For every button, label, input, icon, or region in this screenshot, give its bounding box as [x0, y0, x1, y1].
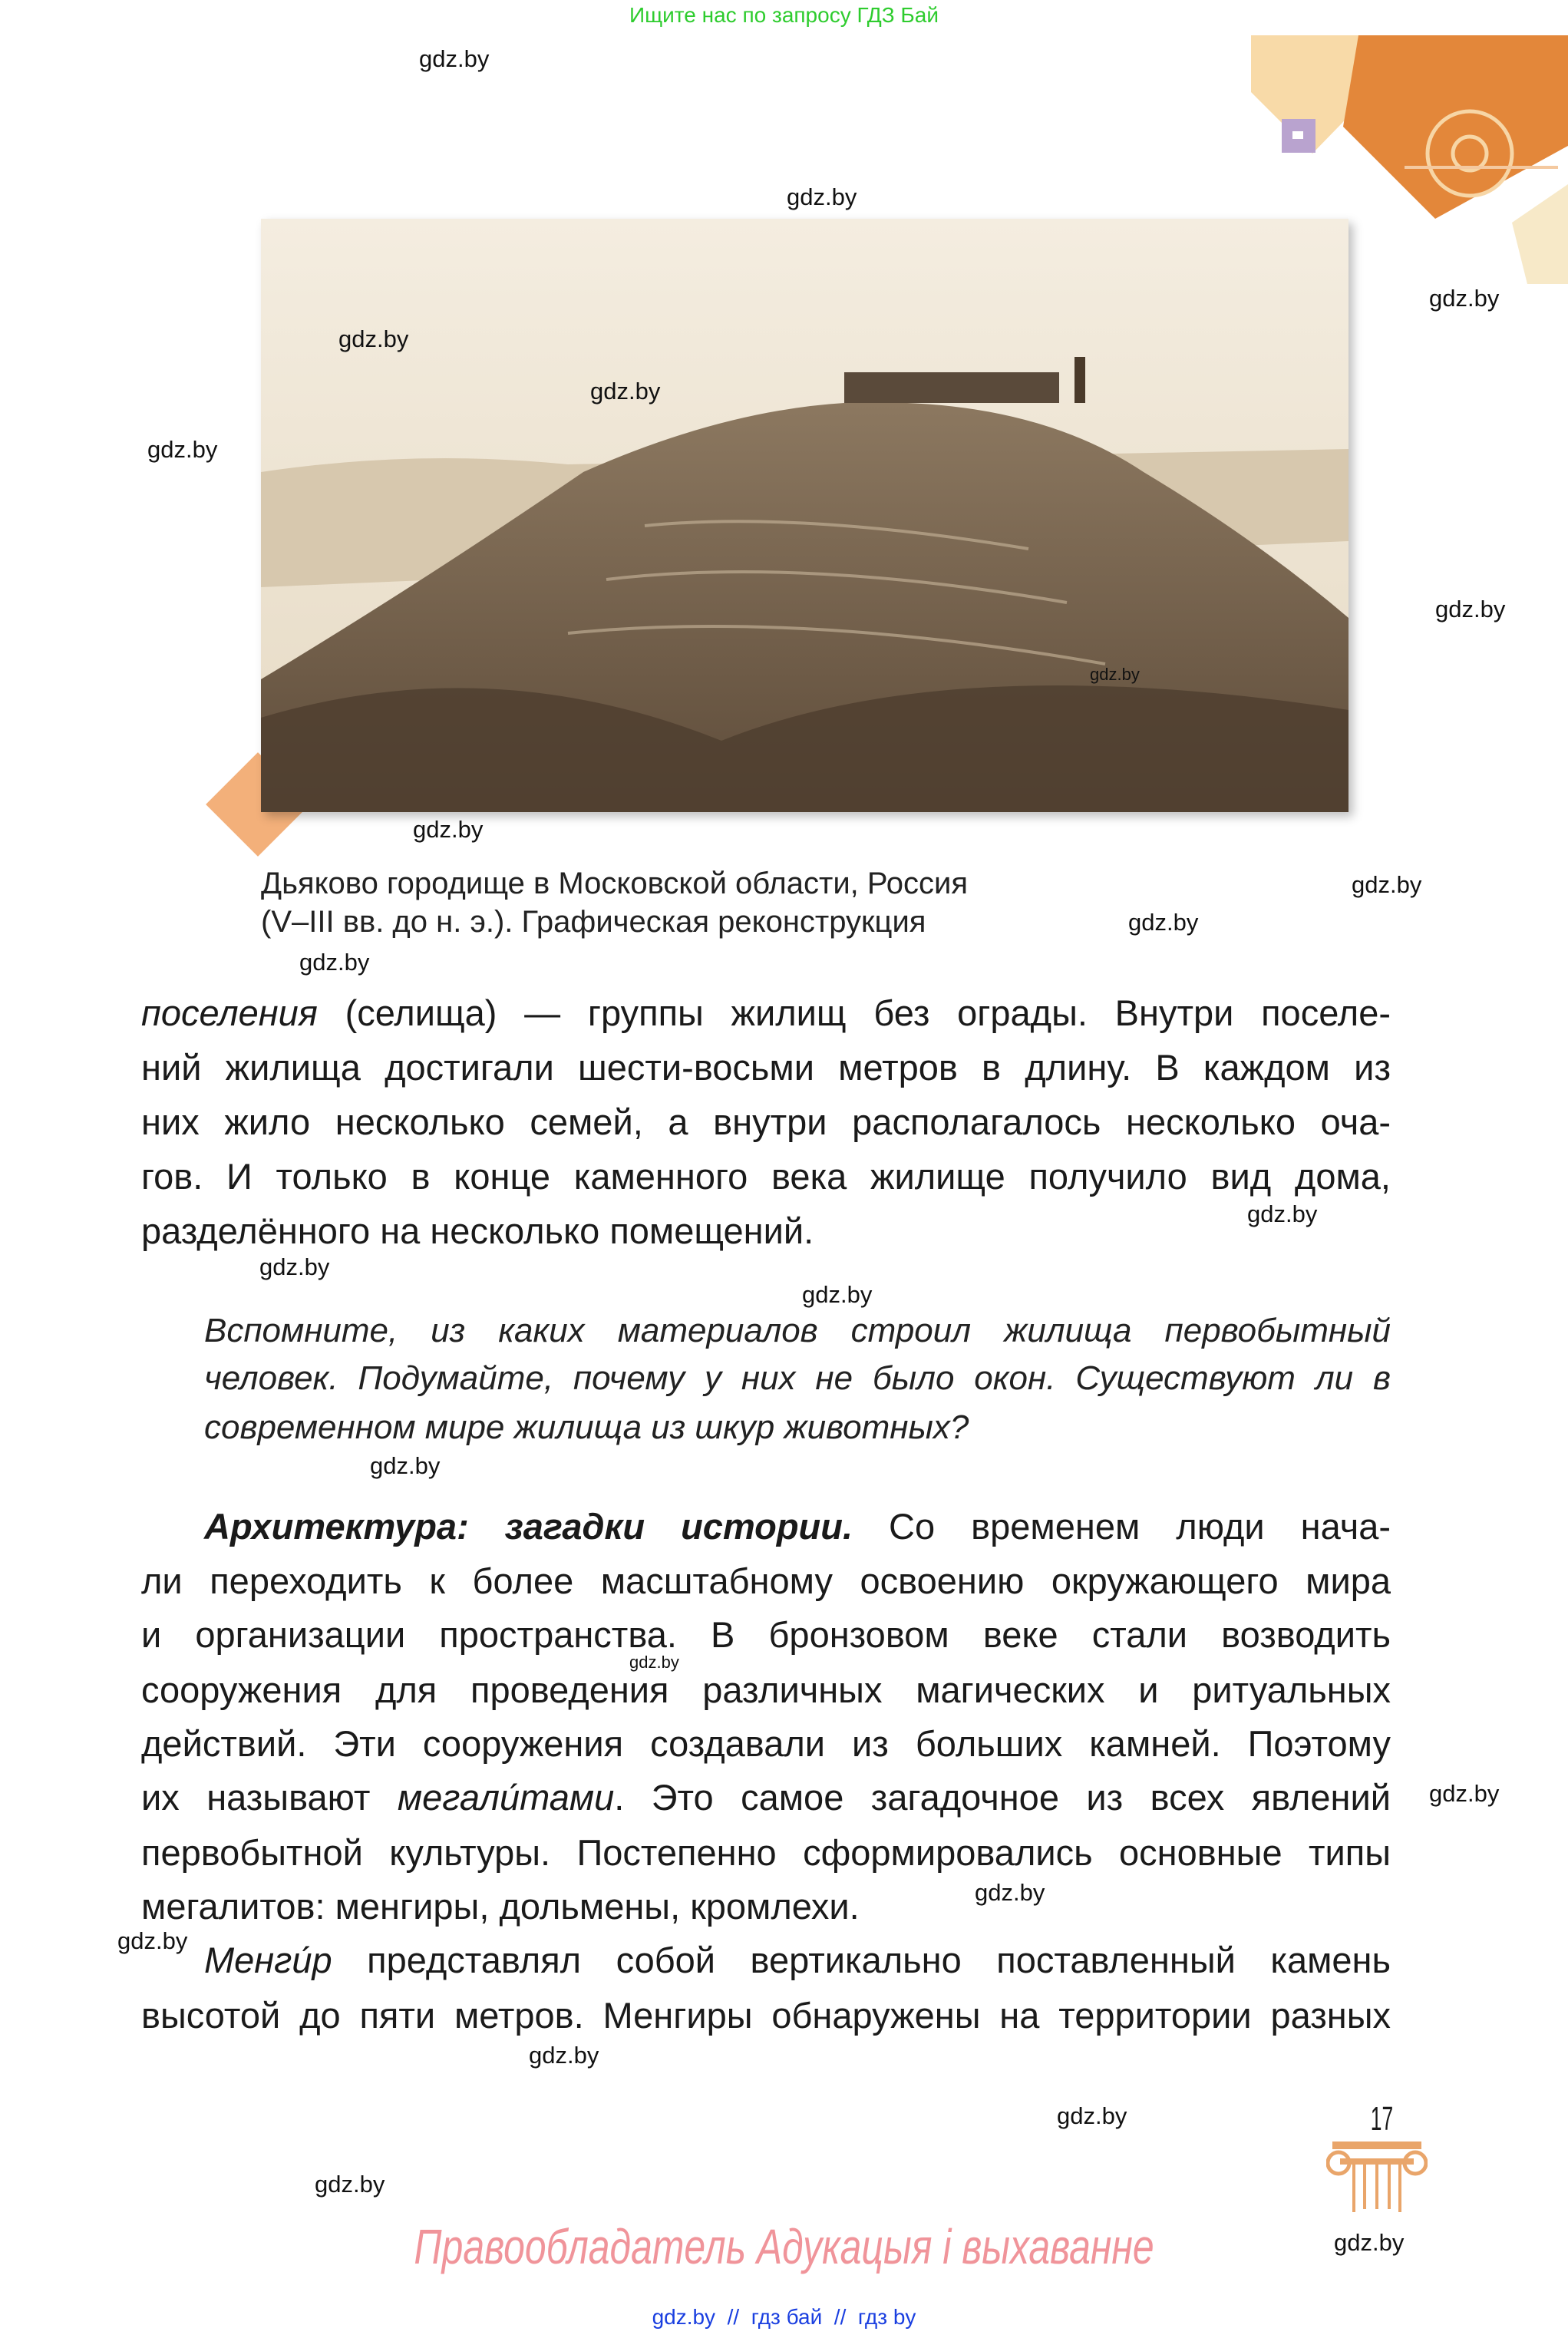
section-line	[204, 1508, 1391, 1545]
watermark: gdz.by	[1057, 2102, 1127, 2129]
body-line: гов. И только в конце каменного века жилище получило вид дома,	[141, 1156, 1391, 1197]
section-line: мегалитов: менгиры, дольмены, кромлехи.	[141, 1886, 860, 1927]
watermark: gdz.by	[802, 1281, 873, 1308]
watermark: gdz.by	[1334, 2229, 1405, 2256]
watermark: gdz.by	[1247, 1200, 1318, 1227]
question-line: человек. Подумайте, почему у них не было окон. Существуют ли в	[204, 1359, 1391, 1397]
watermark: gdz.by	[590, 378, 661, 405]
top-banner[interactable]: Ищите нас по запросу ГДЗ Бай	[629, 3, 939, 27]
footer-links[interactable]: gdz.by // гдз бай // гдз by	[652, 2305, 916, 2329]
body-line: разделённого на несколько помещений.	[141, 1210, 814, 1251]
watermark: gdz.by	[629, 1653, 679, 1672]
watermark: gdz.by	[1435, 596, 1506, 622]
section-heading: Архитектура: загадки истории.	[204, 1506, 853, 1547]
section-line: сооружения для проведения различных магических и ритуальных	[141, 1669, 1391, 1710]
watermark: gdz.by	[1090, 665, 1140, 684]
watermark: gdz.by	[299, 949, 370, 976]
watermark: gdz.by	[1429, 1780, 1500, 1807]
body-text: Со временем люди нача-	[853, 1506, 1391, 1547]
watermark: gdz.by	[338, 325, 409, 352]
term-menhir: Менги́р	[204, 1940, 332, 1980]
watermark: gdz.by	[117, 1927, 188, 1954]
body-text: (селища) — группы жилищ без ограды. Внутри поселе-	[317, 992, 1391, 1033]
body-line: ний жилища достигали шести-восьми метров в длину. В каждом из	[141, 1047, 1391, 1088]
section-line: высотой до пяти метров. Менгиры обнаружены на территории разных	[141, 1995, 1391, 2036]
watermark: gdz.by	[787, 183, 857, 210]
section-line: ли переходить к более масштабному освоению окружающего мира	[141, 1560, 1391, 1601]
question-line: Вспомните, из каких материалов строил жилища первобытный	[204, 1312, 1391, 1349]
body-text: . Это самое загадочное из всех явлений	[614, 1777, 1391, 1818]
section-line	[204, 1942, 1391, 1979]
section-line	[141, 1779, 1391, 1816]
figure-caption-line2: (V–III вв. до н. э.). Графическая реконструкция	[261, 905, 926, 939]
watermark: gdz.by	[370, 1452, 441, 1479]
question-line: современном мире жилища из шкур животных?	[204, 1408, 969, 1446]
term-megality: мегали́тами	[397, 1777, 615, 1818]
watermark: gdz.by	[529, 2042, 599, 2069]
figure-caption-line1: Дьяково городище в Московской области, Россия	[261, 867, 969, 900]
section-line: первобытной культуры. Постепенно сформировались основные типы	[141, 1832, 1391, 1873]
body-text: их называют	[141, 1777, 398, 1818]
watermark: gdz.by	[419, 45, 490, 72]
term-poseleniya: поселения	[141, 992, 318, 1033]
section-line: и организации пространства. В бронзовом веке стали возводить	[141, 1614, 1391, 1655]
watermark: gdz.by	[1429, 285, 1500, 312]
page-number: 17	[1370, 2100, 1394, 2138]
copyright-footer: Правообладатель Адукацыя і выхаванне	[414, 2219, 1154, 2274]
body-text: представлял собой вертикально поставленный камень	[332, 1940, 1391, 1980]
ionic-column-icon	[1326, 2142, 1428, 2212]
section-line: действий. Эти сооружения создавали из больших камней. Поэтому	[141, 1723, 1391, 1764]
body-line: них жило несколько семей, а внутри располагалось несколько оча-	[141, 1101, 1391, 1142]
watermark: gdz.by	[315, 2171, 385, 2198]
watermark: gdz.by	[975, 1879, 1045, 1906]
watermark: gdz.by	[1352, 871, 1422, 898]
watermark: gdz.by	[147, 436, 218, 463]
dyakovo-engraving-image	[261, 219, 1348, 812]
body-line	[141, 992, 1391, 1033]
watermark: gdz.by	[1128, 909, 1199, 936]
watermark: gdz.by	[413, 816, 484, 843]
watermark: gdz.by	[259, 1253, 330, 1280]
